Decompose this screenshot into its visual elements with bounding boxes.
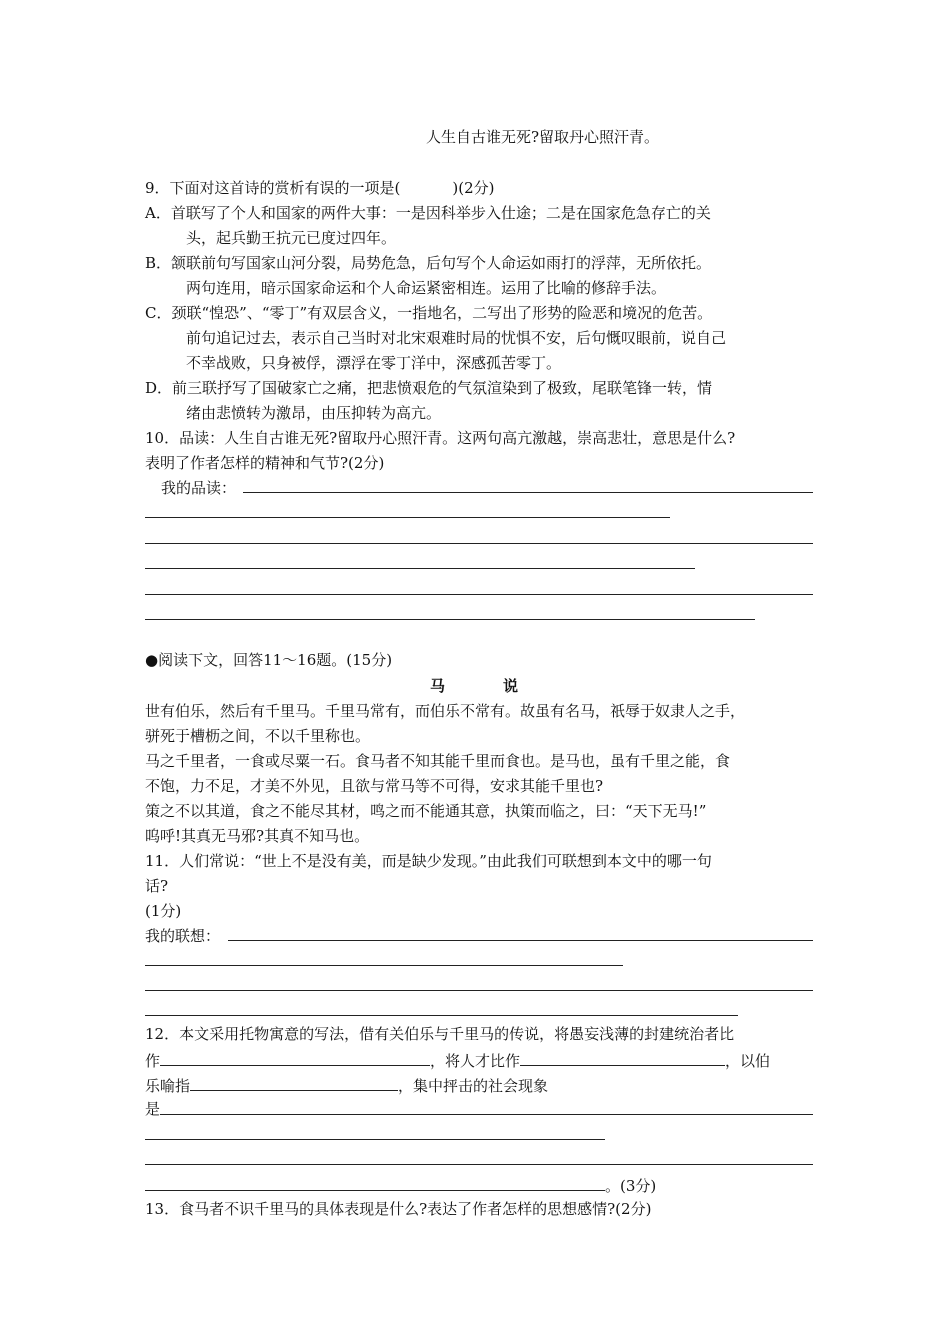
q10-answer-label: 我的品读： [161, 479, 237, 497]
q9-option-c-line-1: C．颈联“惶恐”、“零丁”有双层含义，一指地名，二写出了形势的险恶和境况的危苦。 [145, 304, 713, 322]
q10-answer-line[interactable] [145, 517, 670, 518]
q12-answer-line[interactable] [145, 1164, 813, 1165]
passage-title-char: 马 [430, 677, 446, 695]
q10-answer-line[interactable] [243, 492, 813, 493]
poem-last-line: 人生自古谁无死?留取丹心照汗青。 [426, 128, 660, 146]
q12-text: 乐喻指 [145, 1077, 191, 1095]
q9-option-b-line-1: B．颔联前句写国家山河分裂，局势危急，后句写个人命运如雨打的浮萍，无所依托。 [145, 254, 712, 272]
q11-answer-line[interactable] [145, 990, 813, 991]
q9-stem-after: )(2分) [452, 179, 495, 197]
q12-answer-line[interactable] [160, 1114, 813, 1115]
q12-text: ，以伯 [725, 1052, 771, 1070]
q11-answer-line[interactable] [145, 965, 623, 966]
q11-score: (1分) [145, 902, 182, 920]
q9-option-d-line-2: 绪由悲愤转为激昂，由压抑转为高亢。 [186, 404, 442, 422]
passage-title [430, 676, 518, 696]
passage-p2-line-2: 不饱，力不足，才美不外见，且欲与常马等不可得，安求其能千里也? [145, 777, 604, 795]
passage-title-char: 说 [503, 677, 519, 695]
passage-p3-line-1: 策之不以其道，食之不能尽其材，鸣之而不能通其意，执策而临之，曰：“天下无马!” [145, 802, 707, 820]
q12-stem-line-3 [145, 1074, 548, 1096]
q10-answer-line[interactable] [145, 543, 813, 544]
q10-stem-line-1: 10．品读：人生自古谁无死?留取丹心照汗青。这两句高亢激越，崇高悲壮，意思是什么? [145, 429, 736, 447]
q12-stem-line-1: 12．本文采用托物寓意的写法，借有关伯乐与千里马的传说，将愚妄浅薄的封建统治者比 [145, 1025, 735, 1043]
q12-answer-line[interactable] [145, 1139, 605, 1140]
q9-stem-before: 9．下面对这首诗的赏析有误的一项是( [145, 179, 401, 197]
q9-option-d-line-1: D．前三联抒写了国破家亡之痛，把悲愤艰危的气氛渲染到了极致，尾联笔锋一转，情 [145, 379, 713, 397]
q11-stem-line-1: 11．人们常说：“世上不是没有美，而是缺少发现。”由此我们可联想到本文中的哪一句 [145, 852, 712, 870]
q10-answer-line[interactable] [145, 568, 695, 569]
q10-stem-line-2: 表明了作者怎样的精神和气节?(2分) [145, 454, 385, 472]
passage-p3-line-2: 呜呼!其真无马邪?其真不知马也。 [145, 827, 370, 845]
q12-blank-ruler[interactable] [160, 1049, 430, 1066]
q12-text: 作 [145, 1052, 161, 1070]
q12-blank-bole[interactable] [190, 1074, 398, 1091]
q10-answer-line[interactable] [145, 594, 813, 595]
q11-stem-line-2: 话? [145, 877, 169, 895]
q9-option-c-line-2: 前句追记过去，表示自己当时对北宋艰难时局的忧惧不安，后句慨叹眼前，说自己 [186, 329, 727, 347]
q9-option-c-line-3: 不幸战败，只身被俘，漂浮在零丁洋中，深感孤苦零丁。 [186, 354, 562, 372]
passage-p1-line-2: 骈死于槽枥之间，不以千里称也。 [145, 727, 371, 745]
q9-option-a-line-2: 头，起兵勤王抗元已度过四年。 [186, 229, 397, 247]
passage-p2-line-1: 马之千里者，一食或尽粟一石。食马者不知其能千里而食也。是马也，虽有千里之能，食 [145, 752, 731, 770]
q12-answer-line[interactable] [145, 1174, 605, 1191]
q12-stem-line-2 [145, 1049, 770, 1071]
passage-p1-line-1: 世有伯乐，然后有千里马。千里马常有，而伯乐不常有。故虽有名马，祇辱于奴隶人之手， [145, 702, 746, 720]
q12-stem-line-4: 是 [145, 1100, 161, 1118]
q10-answer-line[interactable] [145, 619, 755, 620]
q11-answer-line[interactable] [228, 940, 813, 941]
q9-option-a-line-1: A．首联写了个人和国家的两件大事：一是因科举步入仕途；二是在国家危急存亡的关 [145, 204, 711, 222]
q12-text: ，将人才比作 [430, 1052, 521, 1070]
q12-score: 。(3分) [605, 1177, 657, 1195]
q11-answer-line[interactable] [145, 1015, 738, 1016]
q13-stem: 13．食马者不识千里马的具体表现是什么?表达了作者怎样的思想感情?(2分) [145, 1200, 652, 1218]
section-instruction: ●阅读下文，回答11～16题。(15分) [145, 651, 393, 669]
q9-option-b-line-2: 两句连用，暗示国家命运和个人命运紧密相连。运用了比喻的修辞手法。 [186, 279, 667, 297]
q11-answer-label: 我的联想： [145, 927, 221, 945]
q9-stem [145, 178, 495, 198]
q12-blank-talent[interactable] [520, 1049, 725, 1066]
q12-last-line [145, 1174, 656, 1196]
q12-text: ，集中抨击的社会现象 [398, 1077, 549, 1095]
